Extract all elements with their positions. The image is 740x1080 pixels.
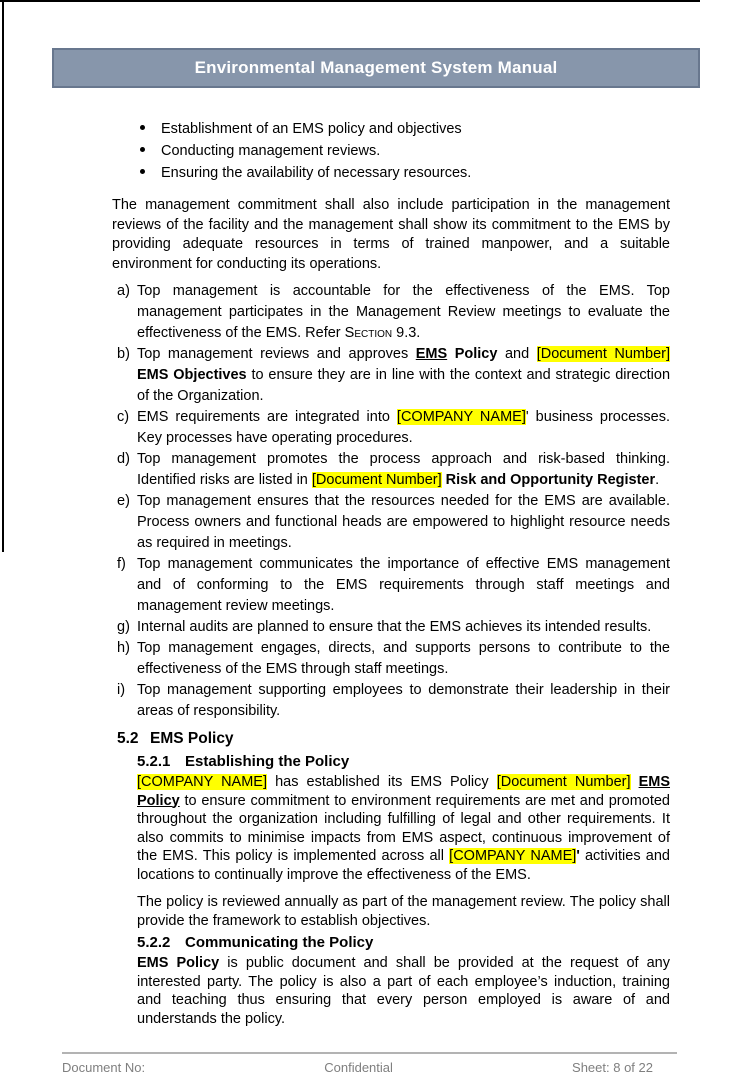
text-segment: EMS Policy	[137, 955, 220, 971]
footer-document-no: Document No:	[62, 1060, 146, 1075]
bullet-text: Ensuring the availability of necessary resources.	[161, 165, 472, 181]
list-item-a	[117, 281, 670, 344]
bullet-icon	[140, 147, 145, 152]
text-segment: is public document and shall be provided at the request of any interested party. The policy is also a part of each employee’s induction, training and teaching thus ensuring that every person employed is aware of and understands the policy.	[137, 955, 670, 1027]
section-heading-5-2-1	[137, 752, 740, 772]
text-segment: [COMPANY NAME]	[449, 848, 577, 864]
text-segment: Internal audits are planned to ensure that the EMS achieves its intended results.	[137, 619, 652, 635]
bullet-item	[140, 118, 670, 140]
text-segment: [COMPANY NAME]	[396, 409, 526, 425]
text-segment: activities and locations to continually improve the effectiveness of the EMS.	[137, 848, 670, 883]
bullet-item	[140, 140, 670, 162]
text-segment: Top management reviews and approves	[137, 346, 416, 362]
text-segment: EMS	[415, 346, 448, 362]
text-segment: Risk and Opportunity Register	[445, 472, 656, 488]
list-item-f	[117, 554, 670, 617]
list-item-text	[137, 682, 670, 719]
list-item-text	[137, 493, 670, 551]
list-item-g	[117, 617, 670, 638]
list-item-c	[117, 407, 670, 449]
list-marker: c)	[117, 409, 130, 425]
section-title: Communicating the Policy	[185, 934, 374, 951]
text-segment: '	[576, 848, 580, 864]
list-item-b	[117, 344, 670, 407]
text-segment	[631, 774, 639, 790]
list-item-text	[137, 346, 670, 404]
bullet-icon	[140, 169, 145, 174]
text-segment: EMS Policy	[137, 774, 670, 809]
list-marker: g)	[117, 619, 130, 635]
section-title: Establishing the Policy	[185, 753, 350, 770]
bullet-list	[140, 118, 670, 184]
section-5-2-2-paragraph	[137, 954, 670, 1028]
text-segment: EMS requirements are integrated into	[137, 409, 397, 425]
list-item-text	[137, 619, 651, 635]
list-item-text	[137, 409, 670, 446]
text-segment: Top management promotes the process approach and risk-based thinking. Identified risks are listed in	[137, 451, 670, 488]
list-marker: d)	[117, 451, 130, 467]
document-header-banner	[52, 48, 700, 88]
text-segment: to ensure they are in line with the context and strategic direction of the Organization.	[137, 367, 671, 404]
text-segment: Top management communicates the importance of effective EMS management and of conforming to the EMS requirements through staff meetings and management review meetings.	[137, 556, 670, 614]
list-marker: f)	[117, 556, 126, 572]
footer-confidential: Confidential	[324, 1060, 393, 1075]
list-item-text	[137, 451, 670, 488]
text-segment: and	[497, 346, 537, 362]
page-footer	[62, 1052, 677, 1075]
text-segment: Policy	[447, 346, 498, 362]
text-segment: ' business processes. Key processes have operating procedures.	[137, 409, 670, 446]
text-segment: Section	[344, 325, 393, 341]
section-5-2-1-paragraph-2: The policy is reviewed annually as part of the management review. The policy shall provide the framework to establish objectives.	[137, 894, 670, 929]
text-segment: .	[655, 472, 660, 488]
list-marker: i)	[117, 682, 126, 698]
list-marker: e)	[117, 493, 130, 509]
text-segment: Top management ensures that the resources needed for the EMS are available. Process owners and functional heads are empowered to highlight resource needs as required in meetings.	[137, 493, 670, 551]
text-segment: Top management is accountable for the effectiveness of the EMS. Top management participates in the Management Review meetings to evaluate the effectiveness of the EMS. Refer	[137, 283, 670, 341]
list-marker: a)	[117, 283, 130, 299]
section-number: 5.2.1	[137, 753, 171, 770]
section-heading-5-2	[117, 728, 740, 749]
bullet-text: Conducting management reviews.	[161, 143, 381, 159]
list-item-text	[137, 283, 670, 341]
page-border-top	[0, 0, 700, 2]
section-5-2-1-paragraph	[137, 773, 670, 884]
list-item-i	[117, 680, 670, 722]
document-title: Environmental Management System Manual	[194, 58, 558, 77]
text-segment: [Document Number]	[311, 472, 442, 488]
text-segment: EMS Objectives	[137, 367, 247, 383]
lettered-list	[117, 281, 670, 722]
text-segment: to ensure commitment to environment requirements are met and promoted throughout the organization including fulfilling of legal and other requirements. It also commits to minimise impacts from EMS aspect, continuous improvement of the EMS. This policy is implemented across all	[137, 792, 670, 864]
list-item-e	[117, 491, 670, 554]
section-heading-5-2-2	[137, 933, 740, 953]
section-number: 5.2	[117, 730, 139, 747]
text-segment: has established its EMS Policy	[267, 774, 497, 790]
text-segment: Top management engages, directs, and supports persons to contribute to the effectiveness of the EMS through staff meetings.	[137, 640, 670, 677]
document-body	[0, 118, 740, 1028]
bullet-text: Establishment of an EMS policy and objectives	[161, 121, 462, 137]
list-marker: h)	[117, 640, 130, 656]
text-segment: [Document Number]	[496, 774, 631, 790]
footer-sheet-number: Sheet: 8 of 22	[572, 1060, 653, 1075]
list-marker: b)	[117, 346, 130, 362]
list-item-h	[117, 638, 670, 680]
bullet-item	[140, 162, 670, 184]
section-title: EMS Policy	[150, 730, 234, 747]
list-item-d	[117, 449, 670, 491]
text-segment: [Document Number]	[536, 346, 670, 362]
section-number: 5.2.2	[137, 934, 171, 951]
list-item-text	[137, 640, 670, 677]
list-item-text	[137, 556, 670, 614]
text-segment: [COMPANY NAME]	[137, 774, 267, 790]
intro-paragraph: The management commitment shall also include participation in the management reviews of the facility and the management shall show its commitment to the EMS by providing adequate resources in terms of trained manpower, and a suitable environment for conducting its operations.	[112, 197, 670, 272]
bullet-icon	[140, 125, 145, 130]
text-segment: 9.3.	[392, 325, 421, 341]
text-segment: Top management supporting employees to demonstrate their leadership in their areas of responsibility.	[137, 682, 670, 719]
